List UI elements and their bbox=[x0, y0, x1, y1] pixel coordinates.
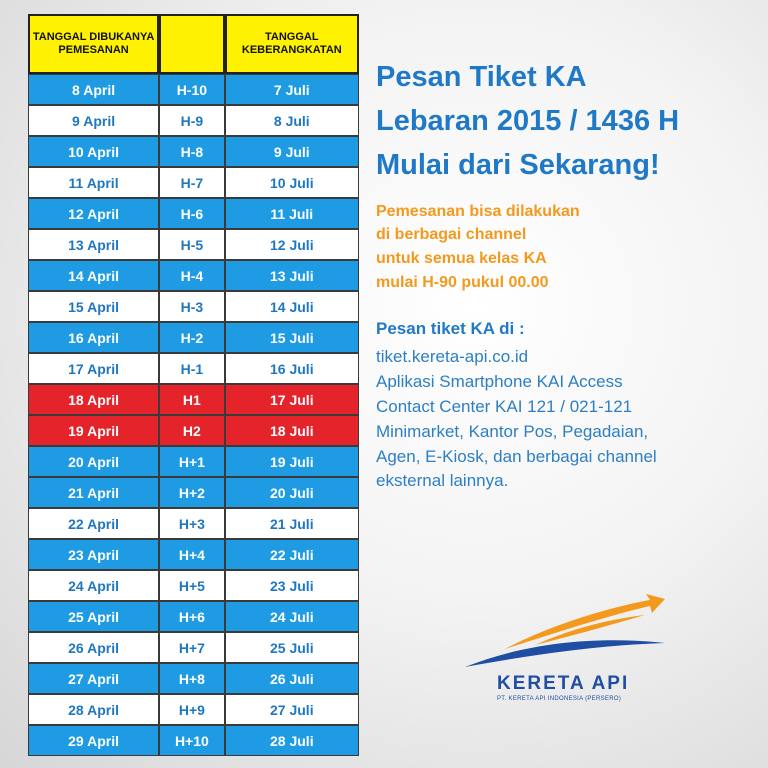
headline-line-2: Lebaran 2015 / 1436 H bbox=[376, 105, 680, 137]
h-day-cell: H-3 bbox=[159, 291, 224, 322]
h-day-cell: H-10 bbox=[159, 74, 224, 105]
logo-subtitle: PT. KERETA API INDONESIA (PERSERO) bbox=[497, 696, 622, 702]
table-row bbox=[28, 322, 359, 353]
departure-date-cell: 9 Juli bbox=[225, 136, 359, 167]
h-day-cell: H+5 bbox=[159, 570, 224, 601]
booking-date-cell: 8 April bbox=[28, 74, 159, 105]
channel-agent: Agen, E-Kiosk, dan berbagai channel bbox=[376, 447, 657, 466]
h-day-cell: H+1 bbox=[159, 446, 224, 477]
h-day-cell: H-9 bbox=[159, 105, 224, 136]
h-day-cell: H+8 bbox=[159, 663, 224, 694]
h-day-cell: H+7 bbox=[159, 632, 224, 663]
departure-date-cell: 10 Juli bbox=[225, 167, 359, 198]
schedule-table bbox=[28, 14, 359, 756]
table-row bbox=[28, 198, 359, 229]
booking-date-cell: 28 April bbox=[28, 694, 159, 725]
departure-date-cell: 13 Juli bbox=[225, 260, 359, 291]
table-row bbox=[28, 415, 359, 446]
departure-date-cell: 21 Juli bbox=[225, 508, 359, 539]
departure-date-cell: 25 Juli bbox=[225, 632, 359, 663]
h-day-cell: H+9 bbox=[159, 694, 224, 725]
info-line-2: di berbagai channel bbox=[376, 226, 527, 243]
headline-line-3: Mulai dari Sekarang! bbox=[376, 149, 660, 181]
booking-date-cell: 22 April bbox=[28, 508, 159, 539]
h-day-cell: H-2 bbox=[159, 322, 224, 353]
table-header-row bbox=[28, 14, 359, 74]
info-line-3: untuk semua kelas KA bbox=[376, 250, 547, 267]
booking-date-cell: 25 April bbox=[28, 601, 159, 632]
table-row bbox=[28, 601, 359, 632]
table-row bbox=[28, 725, 359, 756]
table-row bbox=[28, 384, 359, 415]
booking-date-cell: 23 April bbox=[28, 539, 159, 570]
booking-date-cell: 26 April bbox=[28, 632, 159, 663]
booking-date-cell: 18 April bbox=[28, 384, 159, 415]
table-row bbox=[28, 74, 359, 105]
departure-date-cell: 19 Juli bbox=[225, 446, 359, 477]
table-row bbox=[28, 632, 359, 663]
table-row bbox=[28, 353, 359, 384]
table-row bbox=[28, 539, 359, 570]
table-row bbox=[28, 694, 359, 725]
departure-date-cell: 12 Juli bbox=[225, 229, 359, 260]
channel-external: eksternal lainnya. bbox=[376, 471, 509, 490]
table-body bbox=[28, 74, 359, 756]
header-departure-date: TANGGAL KEBERANGKATAN bbox=[225, 14, 359, 74]
channel-app: Aplikasi Smartphone KAI Access bbox=[376, 372, 623, 391]
h-day-cell: H-1 bbox=[159, 353, 224, 384]
departure-date-cell: 22 Juli bbox=[225, 539, 359, 570]
h-day-cell: H+6 bbox=[159, 601, 224, 632]
departure-date-cell: 17 Juli bbox=[225, 384, 359, 415]
channel-contact-center: Contact Center KAI 121 / 021-121 bbox=[376, 397, 633, 416]
header-booking-date: TANGGAL DIBUKANYA PEMESANAN bbox=[28, 14, 159, 74]
table-row bbox=[28, 291, 359, 322]
departure-date-cell: 27 Juli bbox=[225, 694, 359, 725]
h-day-cell: H-8 bbox=[159, 136, 224, 167]
table-row bbox=[28, 105, 359, 136]
h-day-cell: H-4 bbox=[159, 260, 224, 291]
booking-date-cell: 19 April bbox=[28, 415, 159, 446]
logo-name: KERETA API bbox=[497, 673, 630, 694]
table-row bbox=[28, 508, 359, 539]
booking-date-cell: 27 April bbox=[28, 663, 159, 694]
table-row bbox=[28, 136, 359, 167]
h-day-cell: H-7 bbox=[159, 167, 224, 198]
h-day-cell: H+3 bbox=[159, 508, 224, 539]
departure-date-cell: 20 Juli bbox=[225, 477, 359, 508]
h-day-cell: H+4 bbox=[159, 539, 224, 570]
booking-date-cell: 17 April bbox=[28, 353, 159, 384]
booking-date-cell: 9 April bbox=[28, 105, 159, 136]
table-row bbox=[28, 167, 359, 198]
departure-date-cell: 24 Juli bbox=[225, 601, 359, 632]
departure-date-cell: 16 Juli bbox=[225, 353, 359, 384]
booking-date-cell: 29 April bbox=[28, 725, 159, 756]
channels-title: Pesan tiket KA di : bbox=[376, 319, 525, 338]
channel-website: tiket.kereta-api.co.id bbox=[376, 347, 529, 366]
table-row bbox=[28, 477, 359, 508]
h-day-cell: H-6 bbox=[159, 198, 224, 229]
departure-date-cell: 28 Juli bbox=[225, 725, 359, 756]
h-day-cell: H-5 bbox=[159, 229, 224, 260]
h-day-cell: H2 bbox=[159, 415, 224, 446]
departure-date-cell: 7 Juli bbox=[225, 74, 359, 105]
booking-date-cell: 11 April bbox=[28, 167, 159, 198]
booking-date-cell: 20 April bbox=[28, 446, 159, 477]
departure-date-cell: 15 Juli bbox=[225, 322, 359, 353]
headline-line-1: Pesan Tiket KA bbox=[376, 61, 587, 93]
info-line-4: mulai H-90 pukul 00.00 bbox=[376, 274, 549, 291]
table-row bbox=[28, 260, 359, 291]
channel-minimarket: Minimarket, Kantor Pos, Pegadaian, bbox=[376, 422, 649, 441]
header-h-day bbox=[159, 14, 224, 74]
h-day-cell: H+2 bbox=[159, 477, 224, 508]
h-day-cell: H1 bbox=[159, 384, 224, 415]
departure-date-cell: 8 Juli bbox=[225, 105, 359, 136]
booking-date-cell: 21 April bbox=[28, 477, 159, 508]
departure-date-cell: 18 Juli bbox=[225, 415, 359, 446]
info-line-1: Pemesanan bisa dilakukan bbox=[376, 203, 580, 220]
table-row bbox=[28, 570, 359, 601]
departure-date-cell: 14 Juli bbox=[225, 291, 359, 322]
h-day-cell: H+10 bbox=[159, 725, 224, 756]
table-row bbox=[28, 446, 359, 477]
booking-date-cell: 15 April bbox=[28, 291, 159, 322]
booking-date-cell: 12 April bbox=[28, 198, 159, 229]
table-row bbox=[28, 663, 359, 694]
booking-date-cell: 10 April bbox=[28, 136, 159, 167]
booking-date-cell: 13 April bbox=[28, 229, 159, 260]
booking-date-cell: 14 April bbox=[28, 260, 159, 291]
departure-date-cell: 11 Juli bbox=[225, 198, 359, 229]
booking-date-cell: 16 April bbox=[28, 322, 159, 353]
departure-date-cell: 26 Juli bbox=[225, 663, 359, 694]
booking-date-cell: 24 April bbox=[28, 570, 159, 601]
table-row bbox=[28, 229, 359, 260]
departure-date-cell: 23 Juli bbox=[225, 570, 359, 601]
